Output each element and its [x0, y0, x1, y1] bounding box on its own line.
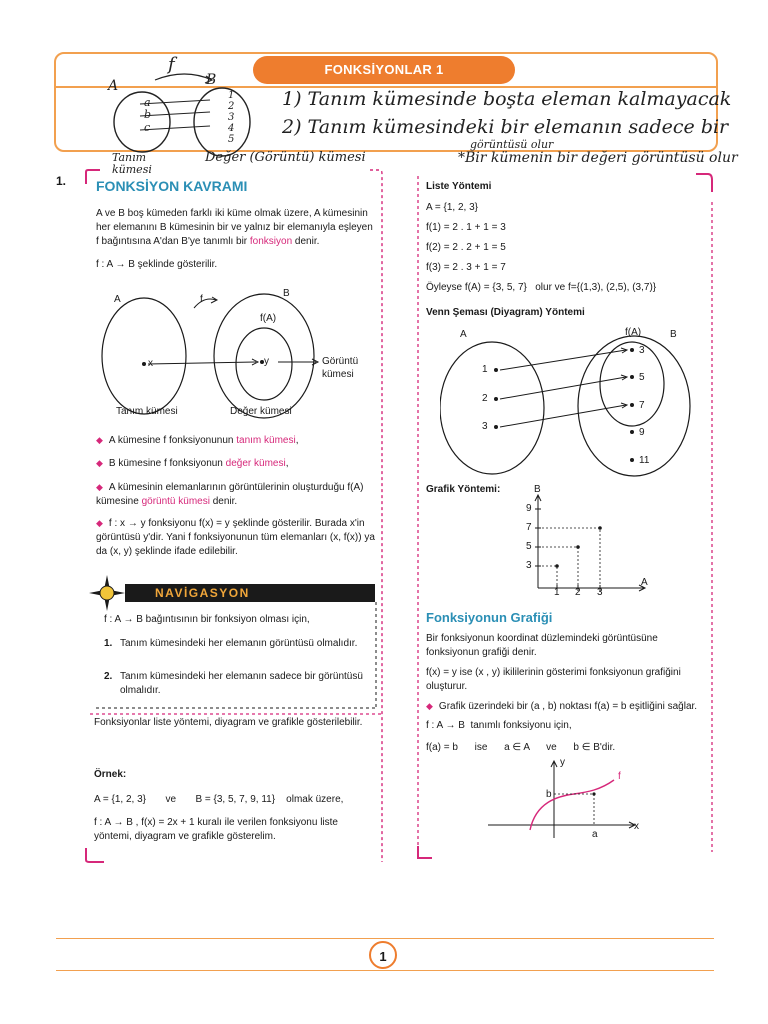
section-heading: FONKSİYON KAVRAMI: [96, 178, 248, 194]
venn-left-2: 2: [482, 393, 488, 404]
intro-text: A ve B boş kümeden farklı iki küme olmak üzere, A kümesinin her elemanını B kümesinin bir ve yalnız bir elemanıyla eşleyen f bağıntısına A'dan B'ye tanımlı bir: [96, 208, 373, 247]
venn-right-9: 9: [639, 427, 645, 438]
function-graph-p4: f(a) = b ise a ∈ A ve b ∈ B'dir.: [426, 742, 616, 753]
diagram-f: f: [200, 294, 203, 305]
list-method-title: Liste Yöntemi: [426, 181, 492, 192]
example-title: Örnek:: [94, 769, 127, 780]
intro-highlight: fonksiyon: [249, 236, 293, 247]
section-number: 1.: [56, 174, 67, 188]
graph-y-3: 3: [526, 560, 532, 571]
hand-a-label: A: [108, 78, 119, 94]
diagram-deger: Değer kümesi: [230, 406, 292, 417]
navigation-item-2: 2. Tanım kümesindeki her elemanın sadece bir görüntüsü olmalıdır.: [104, 671, 363, 696]
navigation-title: NAVİGASYON: [125, 584, 375, 602]
hand-rule-2-extra: görüntüsü olur: [470, 138, 554, 151]
navigation-item-1: 1. Tanım kümesindeki her elemanın görüntüsü olmalıdır.: [104, 638, 358, 649]
diagram-x: x: [148, 358, 153, 369]
graph-y-7: 7: [526, 522, 532, 533]
hand-rule-1: 1) Tanım kümesinde boşta eleman kalmayacak: [282, 88, 732, 110]
notation-text: f : A → B şeklinde gösterilir.: [96, 259, 218, 270]
graph-axis-b: B: [534, 484, 541, 495]
example-sets: A = {1, 2, 3} ve B = {3, 5, 7, 9, 11} olmak üzere,: [94, 794, 344, 805]
venn-right-3: 3: [639, 345, 645, 356]
diagram-y: y: [264, 356, 269, 367]
page-number: 1: [369, 941, 397, 969]
example-rule: f : A → B , f(x) = 2x + 1 kuralı ile verilen fonksiyonu liste yöntemi, diyagram ve grafikle gösterelim.: [94, 817, 338, 842]
diagram-kumesi: kümesi: [322, 369, 354, 380]
bullet-tanim: ◆ A kümesine f fonksiyonunun tanım kümesi,: [96, 435, 299, 446]
hand-right-1: 1: [228, 90, 235, 101]
footer-divider-bottom: [56, 970, 714, 971]
diagram-goruntu: Görüntü: [322, 356, 359, 367]
intro-paragraph: [96, 207, 378, 249]
diagram-set-b: B: [283, 288, 290, 299]
diagram-tanim: Tanım kümesi: [116, 406, 178, 417]
hand-right-5: 5: [228, 134, 235, 145]
hand-tanim-label: Tanım kümesi: [112, 151, 152, 176]
graph-x-1: 1: [554, 587, 560, 598]
methods-text: Fonksiyonlar liste yöntemi, diyagram ve grafikle gösterilebilir.: [94, 717, 363, 728]
hand-right-4: 4: [228, 123, 235, 134]
hand-rule-2: 2) Tanım kümesindeki bir elemanın sadece bir: [282, 116, 729, 138]
list-line-3: f(2) = 2 . 2 + 1 = 5: [426, 242, 506, 253]
curve-x-label: x: [634, 821, 639, 832]
list-line-4: f(3) = 2 . 3 + 1 = 7: [426, 262, 506, 273]
hand-rule-3: *Bir kümenin bir değeri görüntüsü olur: [458, 150, 738, 166]
bullet-goruntu: ◆ A kümesinin elemanlarının görüntülerinin oluşturduğu f(A) kümesine görüntü kümesi denir.: [96, 482, 364, 507]
hand-right-2: 2: [228, 101, 235, 112]
graph-method-chart: [520, 490, 660, 600]
venn-method-title: Venn Şeması (Diyagram) Yöntemi: [426, 307, 585, 318]
curve-f-label: f: [618, 771, 621, 782]
hand-left-b: b: [144, 108, 152, 121]
venn-left-3: 3: [482, 421, 488, 432]
hand-deger-label: Değer (Görüntü) kümesi: [205, 150, 366, 165]
curve-y-label: y: [560, 757, 565, 768]
venn-fa: f(A): [625, 327, 642, 338]
graph-method-title: Grafik Yöntemi:: [426, 484, 501, 495]
venn-a: A: [460, 329, 467, 340]
graph-y-9: 9: [526, 503, 532, 514]
navigation-intro: f : A → B bağıntısının bir fonksiyon olması için,: [104, 614, 310, 625]
diagram-fa: f(A): [260, 313, 277, 324]
graph-x-2: 2: [575, 587, 581, 598]
graph-axis-a: A: [641, 577, 648, 588]
list-line-2: f(1) = 2 . 1 + 1 = 3: [426, 222, 506, 233]
venn-b: B: [670, 329, 677, 340]
bullet-deger: ◆ B kümesine f fonksiyonun değer kümesi,: [96, 458, 289, 469]
venn-diagram: [440, 332, 700, 480]
hand-f-label: f: [168, 54, 175, 75]
curve-a-label: a: [592, 829, 598, 840]
venn-right-11: 11: [639, 455, 650, 466]
function-graph-bullet: ◆ Grafik üzerindeki bir (a , b) noktası f(a) = b eşitliğini sağlar.: [426, 701, 698, 712]
venn-right-7: 7: [639, 400, 645, 411]
hand-right-3: 3: [228, 112, 235, 123]
graph-x-3: 3: [597, 587, 603, 598]
diagram-set-a: A: [114, 294, 121, 305]
footer-divider-top: [56, 938, 714, 939]
bullet-fxy: ◆ f : x → y fonksiyonu f(x) = y şeklinde gösterilir. Burada x'in görüntüsü y'dir. Yani f fonksiyonunun tüm elemanları (x, f(x)) ya da (x, y) şeklinde ifade edilebilir.: [96, 518, 375, 557]
venn-left-1: 1: [482, 364, 488, 375]
function-graph-p2: f(x) = y ise (x , y) ikililerinin gösterimi fonksiyonun grafiğini oluşturur.: [426, 667, 681, 692]
function-graph-heading: Fonksiyonun Grafiği: [426, 610, 553, 625]
function-graph-p1: Bir fonksiyonun koordinat düzlemindeki görüntüsüne fonksiyonun grafiği denir.: [426, 633, 658, 658]
function-curve-chart: [488, 758, 648, 844]
graph-y-5: 5: [526, 541, 532, 552]
page-title: FONKSİYONLAR 1: [253, 56, 515, 84]
hand-left-a: a: [144, 96, 151, 109]
venn-right-5: 5: [639, 372, 645, 383]
list-line-1: A = {1, 2, 3}: [426, 202, 478, 213]
hand-left-c: c: [144, 121, 151, 134]
function-graph-p3: f : A → B tanımlı fonksiyonu için,: [426, 720, 572, 731]
intro-text-end: denir.: [292, 236, 320, 247]
curve-b-label: b: [546, 789, 552, 800]
list-line-5: Öyleyse f(A) = {3, 5, 7} olur ve f={(1,3), (2,5), (3,7)}: [426, 282, 657, 293]
hand-b-label: B: [206, 72, 217, 88]
